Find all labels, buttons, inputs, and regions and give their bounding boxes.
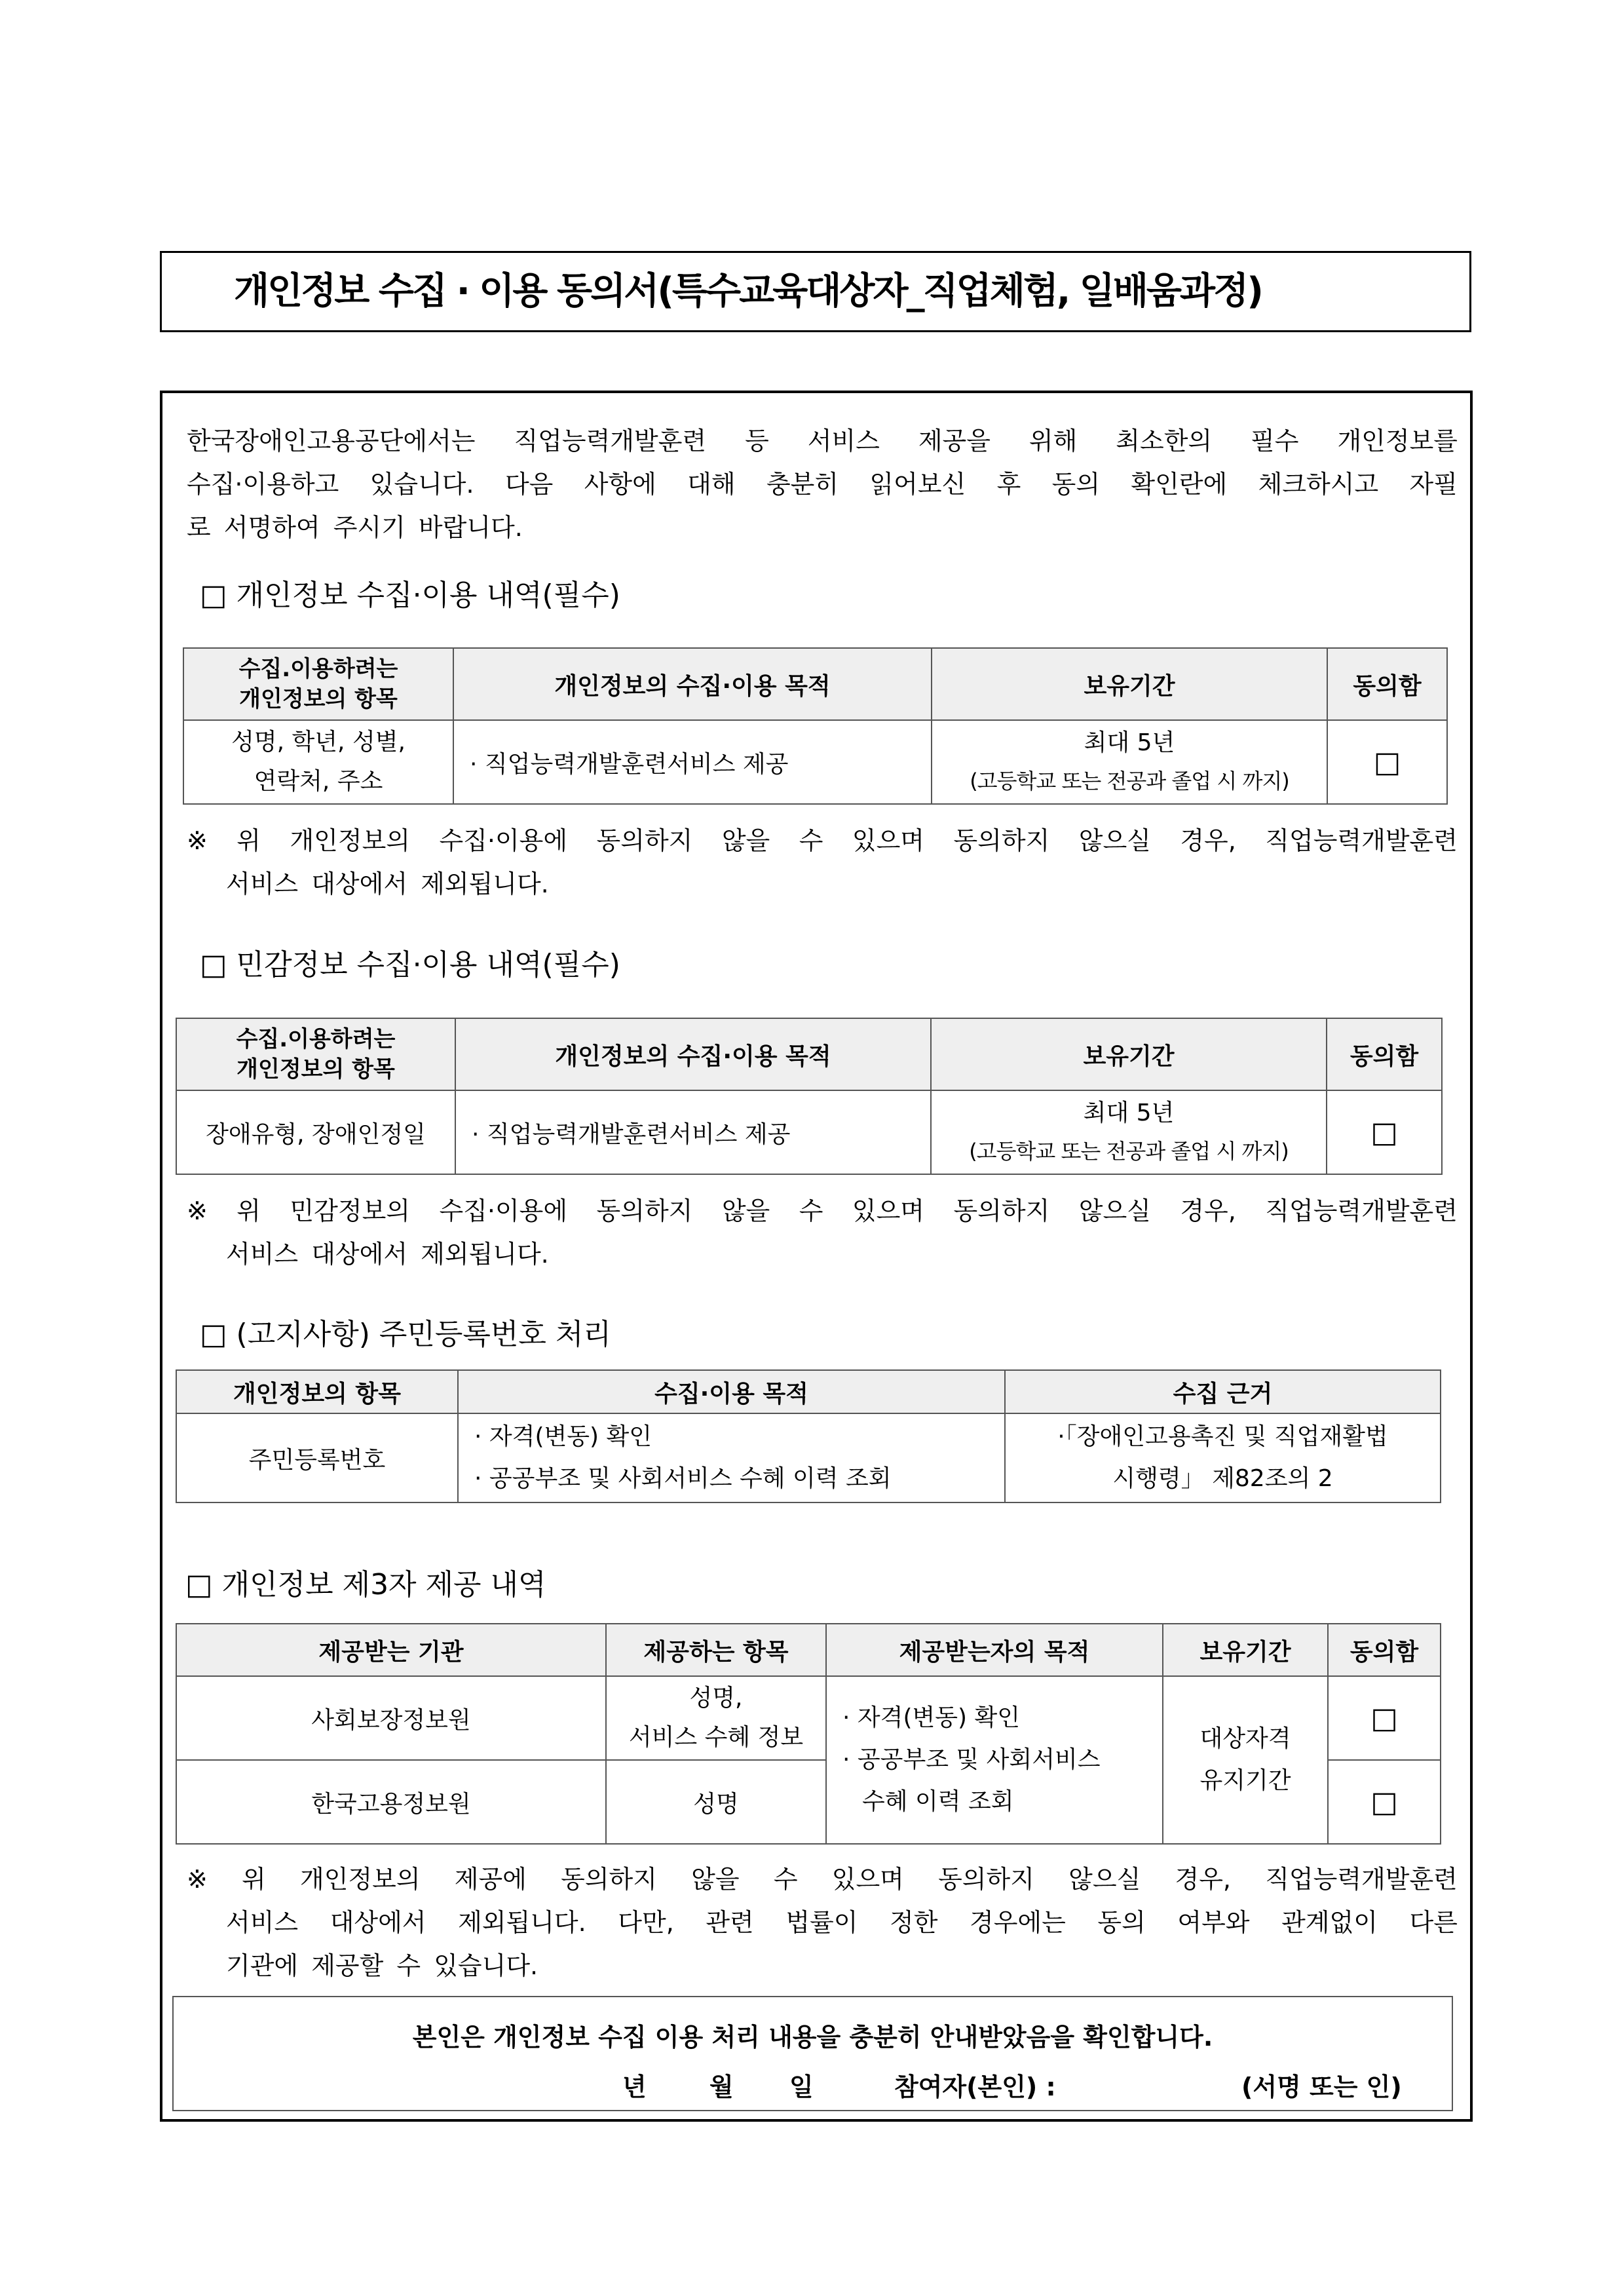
word: 수 (799, 826, 823, 855)
item-cell: 주민등록번호 (176, 1413, 458, 1502)
word: 자필 (1409, 470, 1458, 499)
word: 동의 (1097, 1908, 1146, 1937)
word: 위 (236, 1196, 261, 1225)
purpose-line: · 공공부조 및 사회서비스 (842, 1746, 1101, 1773)
word: 관계없이 (1281, 1908, 1378, 1937)
word: 않을 (721, 1196, 770, 1225)
word: 최소한의 (1116, 427, 1213, 455)
header-org: 제공받는 기관 (176, 1624, 606, 1676)
intro-paragraph (187, 419, 1458, 549)
word: 등 (745, 427, 769, 455)
word: 체크하시고 (1258, 470, 1379, 499)
header-purpose: 개인정보의 수집·이용 목적 (453, 648, 932, 720)
basis-line: ·「장애인고용촉진 및 직업재활법 (1057, 1423, 1388, 1450)
word: 정한 (890, 1908, 938, 1937)
purpose-cell: · 직업능력개발훈련서비스 제공 (453, 720, 932, 804)
word: 수집·이용에 (439, 1196, 568, 1225)
note-line (187, 1858, 1458, 1901)
word: 동의하지 (953, 1196, 1050, 1225)
word: 후 (996, 470, 1021, 499)
items-cell: 성명, 서비스 수혜 정보 (606, 1676, 826, 1760)
word: 충분히 (766, 470, 839, 499)
note-line (187, 1944, 1458, 1987)
year-label: 년 (622, 2073, 647, 2101)
section4-heading: □ 개인정보 제3자 제공 내역 (185, 1568, 546, 1601)
header-purpose: 개인정보의 수집·이용 목적 (455, 1018, 931, 1090)
word: 로 서명하여 주시기 바랍니다. (187, 513, 523, 542)
period-main: 최대 5년 (1083, 1100, 1175, 1126)
word: 동의 (1051, 470, 1101, 499)
word: 서비스 (807, 427, 880, 455)
word: 수집·이용에 (439, 826, 568, 855)
header-items: 수집.이용하려는 개인정보의 항목 (176, 1018, 455, 1090)
section1-note (187, 819, 1458, 906)
word: 필수 (1251, 427, 1299, 455)
word: ※ (187, 1196, 208, 1225)
org-cell: 한국고용정보원 (176, 1760, 606, 1844)
page-title: 개인정보 수집 · 이용 동의서(특수교육대상자_직업체험, 일배움과정) (234, 270, 1262, 313)
header-period: 보유기간 (1163, 1624, 1328, 1676)
word: 제외됩니다. (458, 1908, 586, 1937)
header-period: 보유기간 (932, 648, 1327, 720)
section2-table (176, 1018, 1443, 1175)
word: 관련 (706, 1908, 754, 1937)
note-line (187, 819, 1458, 862)
word: 민감정보의 (290, 1196, 411, 1225)
word: 대상에서 (330, 1908, 426, 1937)
section4-table (176, 1623, 1441, 1845)
word: 경우에는 (970, 1908, 1066, 1937)
word: 직업능력개발훈련 (514, 427, 707, 455)
word: ※ (187, 826, 208, 855)
word: 직업능력개발훈련 (1265, 1865, 1458, 1894)
intro-line-2 (187, 463, 1458, 506)
word: 한국장애인고용공단에서는 (187, 427, 476, 455)
basis-cell (1005, 1413, 1441, 1502)
items-cell: 성명 (606, 1760, 826, 1844)
word: 위해 (1029, 427, 1078, 455)
header-purpose: 제공받는자의 목적 (826, 1624, 1163, 1676)
org-cell: 사회보장정보원 (176, 1676, 606, 1760)
word: 수집·이용하고 (187, 470, 339, 499)
word: 경우, (1180, 826, 1236, 855)
word: 동의하지 (938, 1865, 1034, 1894)
title-box (160, 251, 1471, 332)
word: 법률이 (785, 1908, 858, 1937)
header-basis: 수집 근거 (1005, 1370, 1441, 1413)
day-label: 일 (789, 2073, 814, 2101)
word: 않으실 (1068, 1865, 1141, 1894)
word: ※ (187, 1865, 208, 1894)
word: 기관에 제공할 수 있습니다. (226, 1951, 538, 1980)
word: 있으며 (831, 1865, 904, 1894)
period-cell: 대상자격 유지기간 (1163, 1676, 1328, 1844)
participant-label: 참여자(본인) : (894, 2073, 1056, 2101)
section3-table (176, 1369, 1441, 1503)
word: 제공에 (454, 1865, 527, 1894)
period-cell (932, 720, 1327, 804)
intro-line-3 (187, 506, 1458, 549)
note-line (187, 1233, 1458, 1276)
word: 않을 (691, 1865, 740, 1894)
agree-checkbox[interactable]: □ (1327, 1090, 1442, 1174)
word: 수 (773, 1865, 798, 1894)
period-note: (고등학교 또는 전공과 졸업 시 까지) (969, 1139, 1289, 1164)
word: 직업능력개발훈련 (1265, 826, 1458, 855)
word: 대해 (687, 470, 736, 499)
word: 서비스 대상에서 제외됩니다. (226, 870, 549, 898)
intro-line-1 (187, 419, 1458, 463)
word: 있습니다. (369, 470, 474, 499)
month-label: 월 (709, 2073, 734, 2101)
word: 동의하지 (596, 826, 693, 855)
signature-field[interactable]: (서명 또는 인) (1241, 2073, 1402, 2101)
header-period: 보유기간 (931, 1018, 1327, 1090)
word: 경우, (1180, 1196, 1236, 1225)
section1-heading: □ 개인정보 수집·이용 내역(필수) (200, 579, 620, 612)
word: 동의하지 (953, 826, 1050, 855)
header-agree: 동의함 (1327, 1018, 1442, 1090)
word: 동의하지 (561, 1865, 657, 1894)
word: 다음 (504, 470, 554, 499)
word: 제공을 (918, 427, 991, 455)
section1-table (183, 647, 1448, 805)
header-agree: 동의함 (1328, 1624, 1441, 1676)
word: 사항에 (584, 470, 656, 499)
word: 않을 (721, 826, 770, 855)
confirmation-statement: 본인은 개인정보 수집 이용 처리 내용을 충분히 안내받았음을 확인합니다. (412, 2023, 1213, 2052)
word: 않으실 (1078, 826, 1151, 855)
word: 수 (799, 1196, 823, 1225)
confirmation-box (172, 1996, 1453, 2111)
agree-checkbox[interactable]: □ (1328, 1676, 1441, 1760)
word: 다른 (1409, 1908, 1458, 1937)
note-line (187, 1901, 1458, 1944)
basis-line: 시행령」 제82조의 2 (1112, 1465, 1333, 1492)
word: 개인정보를 (1337, 427, 1458, 455)
word: 동의하지 (596, 1196, 693, 1225)
word: 있으며 (852, 826, 925, 855)
word: 위 (236, 826, 261, 855)
word: 위 (242, 1865, 266, 1894)
word: 개인정보의 (300, 1865, 421, 1894)
purpose-cell: · 직업능력개발훈련서비스 제공 (455, 1090, 931, 1174)
section3-heading: □ (고지사항) 주민등록번호 처리 (200, 1318, 611, 1351)
section2-note (187, 1189, 1458, 1276)
header-items: 수집.이용하려는 개인정보의 항목 (183, 648, 453, 720)
header-items: 제공하는 항목 (606, 1624, 826, 1676)
note-line (187, 1189, 1458, 1233)
word: 직업능력개발훈련 (1265, 1196, 1458, 1225)
purpose-cell (826, 1676, 1163, 1844)
header-agree: 동의함 (1327, 648, 1447, 720)
header-purpose: 수집·이용 목적 (458, 1370, 1005, 1413)
section4-note (187, 1858, 1458, 1987)
period-main: 최대 5년 (1084, 729, 1175, 756)
word: 않으실 (1078, 1196, 1151, 1225)
agree-checkbox[interactable]: □ (1328, 1760, 1441, 1844)
agree-checkbox[interactable]: □ (1327, 720, 1447, 804)
word: 개인정보의 (290, 826, 411, 855)
word: 확인란에 (1131, 470, 1228, 499)
period-note: (고등학교 또는 전공과 졸업 시 까지) (970, 769, 1289, 794)
header-item: 개인정보의 항목 (176, 1370, 458, 1413)
purpose-line: · 자격(변동) 확인 (842, 1704, 1021, 1731)
items-cell: 장애유형, 장애인정일 (176, 1090, 455, 1174)
section2-heading: □ 민감정보 수집·이용 내역(필수) (200, 948, 620, 982)
items-cell: 성명, 학년, 성별, 연락처, 주소 (183, 720, 453, 804)
period-cell (931, 1090, 1327, 1174)
word: 서비스 (226, 1908, 299, 1937)
purpose-line: 수혜 이력 조회 (862, 1788, 1014, 1815)
word: 여부와 (1177, 1908, 1250, 1937)
word: 있으며 (852, 1196, 925, 1225)
note-line (187, 862, 1458, 906)
purpose-line: · 자격(변동) 확인 (474, 1423, 652, 1450)
purpose-cell (458, 1413, 1005, 1502)
word: 경우, (1175, 1865, 1231, 1894)
word: 서비스 대상에서 제외됩니다. (226, 1240, 549, 1269)
word: 다만, (618, 1908, 674, 1937)
purpose-line: · 공공부조 및 사회서비스 수혜 이력 조회 (474, 1465, 892, 1492)
word: 읽어보신 (869, 470, 966, 499)
